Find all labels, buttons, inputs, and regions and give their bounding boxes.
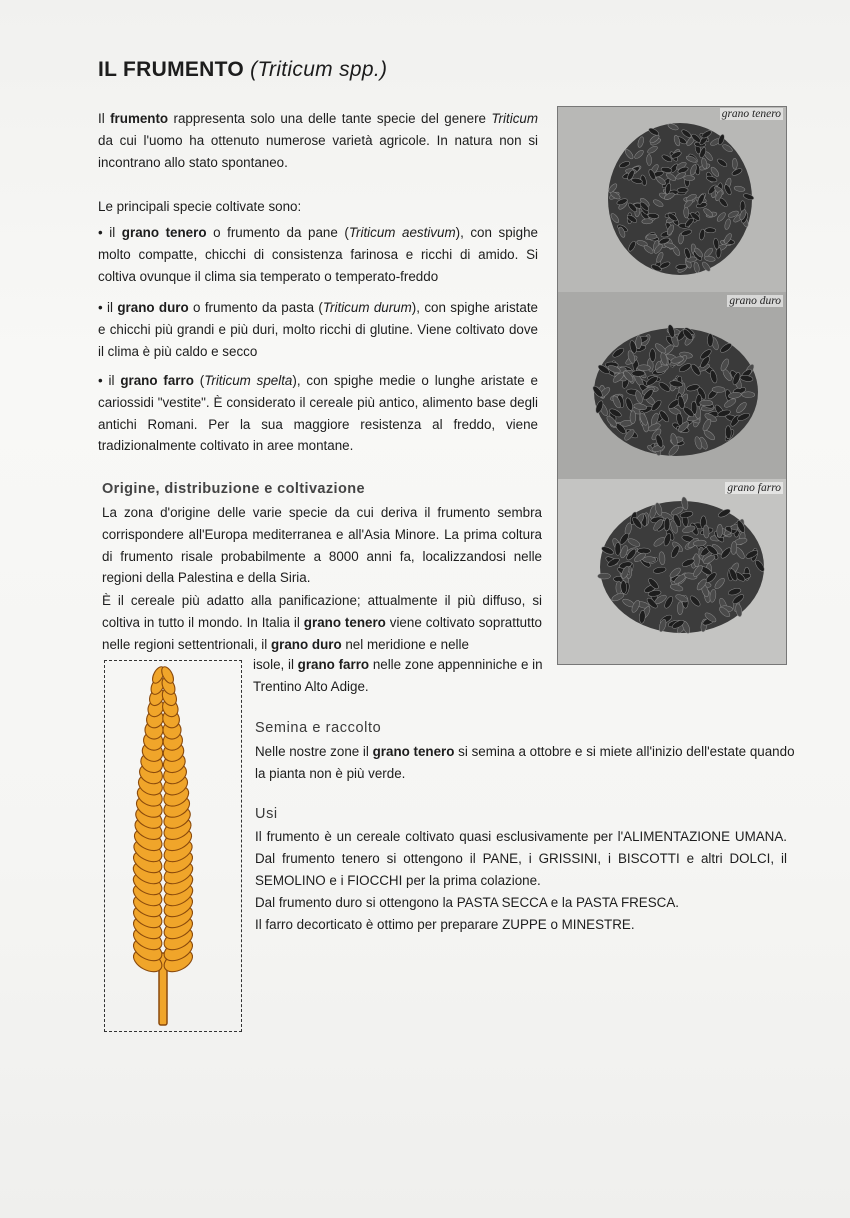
photo-label-duro: grano duro xyxy=(729,295,781,307)
grain-kernel xyxy=(717,524,723,537)
grain-kernel xyxy=(705,228,716,233)
grain-kernel xyxy=(684,175,695,180)
uses-paragraph-1: Il frumento è un cereale coltivato quasi esclusivamente per l'ALIMENTAZIONE UMANA. Dal frumento tenero si ottengono il PANE, i GRISSINI, i BISCOTTI e altri DOLCI, il SEMOLINO e i FIOCCHI per la prima colazione. xyxy=(255,829,787,888)
photo-band-tenero xyxy=(558,107,786,292)
origin-paragraph-3: isole, il grano farro nelle zone appenniniche e in Trentino Alto Adige. xyxy=(253,657,543,694)
grain-pile-tenero-image xyxy=(558,107,786,292)
title-scientific: (Triticum spp.) xyxy=(250,58,388,81)
uses-paragraph-3: Il farro decorticato è ottimo per preparare ZUPPE o MINESTRE. xyxy=(255,917,635,932)
title-main: IL FRUMENTO xyxy=(98,58,245,81)
heading-sowing: Semina e raccolto xyxy=(255,720,382,736)
term-triticum: Triticum xyxy=(491,111,538,126)
grain-kernel xyxy=(700,400,713,406)
grain-kernel xyxy=(615,542,621,555)
grain-kernel xyxy=(649,349,655,362)
grain-kernel xyxy=(664,518,670,531)
photo-label-tenero: grano tenero xyxy=(721,108,781,120)
grain-kernel xyxy=(732,158,737,169)
photo-band-duro xyxy=(558,292,786,479)
sowing-paragraph: Nelle nostre zone il grano tenero si semina a ottobre e si miete all'inizio dell'estate quando la pianta non è più verde. xyxy=(255,744,795,781)
origin-paragraph-2: È il cereale più adatto alla panificazione; attualmente il più diffuso, si coltiva in tutto il mondo. In Italia il grano tenero viene coltivato soprattutto nelle regioni settentrionali, il grano duro nel meridione e nelle xyxy=(102,593,543,652)
page-title xyxy=(98,58,387,82)
grain-kernel xyxy=(642,219,653,225)
grain-kernel xyxy=(630,411,636,424)
grain-kernel xyxy=(677,188,688,193)
heading-uses: Usi xyxy=(255,806,278,822)
grain-kernel xyxy=(632,371,645,377)
grain-kernel xyxy=(598,573,611,579)
origin-paragraph-1: La zona d'origine delle varie specie da cui deriva il frumento sembra corrispondere all'Europa mediterranea e all'Asia Minore. La prima coltura di frumento risale probabilmente a 8000 anni fa, localizzandosi nelle regioni della Palestina e della Siria. xyxy=(102,505,542,586)
grain-pile-farro-image xyxy=(558,479,786,664)
grain-kernel xyxy=(725,426,731,439)
wheat-ear-illustration-frame xyxy=(104,660,242,1032)
term-frumento: frumento xyxy=(110,111,169,126)
uses-paragraph-2: Dal frumento duro si ottengono la PASTA SECCA e la PASTA FRESCA. xyxy=(255,895,679,910)
wheat-ear-icon xyxy=(105,661,241,1031)
grain-kernel xyxy=(742,392,755,398)
grain-kernel xyxy=(637,365,650,371)
grain-kernel xyxy=(646,154,651,165)
species-intro: Le principali specie coltivate sono: xyxy=(98,199,302,214)
grain-kernel xyxy=(707,334,713,347)
species-item-duro: • il grano duro o frumento da pasta (Triticum durum), con spighe aristate e chicchi più grandi e più duri, molto ricchi di glutine. Viene coltivato dove il clima è più caldo e secco xyxy=(98,300,538,359)
heading-origin: Origine, distribuzione e coltivazione xyxy=(102,481,365,497)
intro-paragraph: Il frumento rappresenta solo una delle tante specie del genere Triticum da cui l'uomo ha ottenuto numerose varietà agricole. In natura non si incontrano allo stato spontaneo. xyxy=(98,111,538,170)
photo-label-farro: grano farro xyxy=(727,482,781,494)
species-item-tenero: • il grano tenero o frumento da pane (Triticum aestivum), con spighe molto compatte, chicchi di consistenza farinosa e ricchi di amido. Si coltiva ovunque il clima sia temperato o temperato-freddo xyxy=(98,225,538,284)
grain-kernel xyxy=(712,386,725,392)
grain-photo-panel xyxy=(557,106,787,665)
photo-band-farro xyxy=(558,479,786,664)
grain-kernel xyxy=(683,207,689,218)
grain-pile-duro-image xyxy=(558,292,786,479)
species-item-farro: • il grano farro (Triticum spelta), con spighe medie o lunghe aristate e cariossidi "vestite". È considerato il cereale più antico, alimento base degli antichi Romani. Per la sua maggiore resistenza al freddo, viene tradizionalmente coltivato in aree montane. xyxy=(98,373,538,454)
